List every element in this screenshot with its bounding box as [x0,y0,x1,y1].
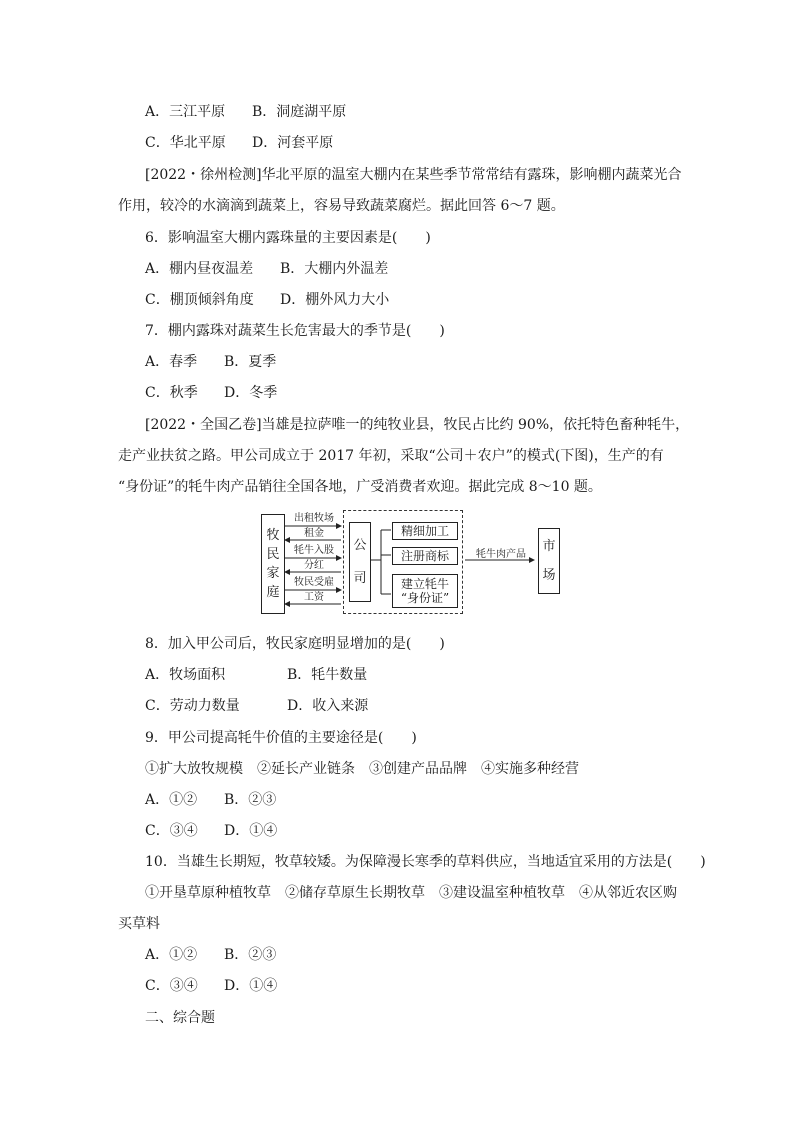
q5-option-c: C．华北平原 [145,135,226,151]
q10-option-c: C．③④ [145,978,198,994]
q8-option-c: C．劳动力数量 [145,698,240,714]
q8-option-a: A．牧场面积 [145,667,226,683]
q9-option-c: C．③④ [145,823,198,839]
q6-option-b: B．大棚内外温差 [280,261,389,277]
market-box [538,528,560,594]
company-box [349,522,371,602]
q9-option-b: B．②③ [224,792,277,808]
flow-label: 分红 [304,560,324,571]
question-6: 6．影响温室大棚内露珠量的主要因素是( ) [145,230,431,246]
q10-statements-line2: 买草料 [118,916,160,932]
q6-option-c: C．棚顶倾斜角度 [145,292,254,308]
q5-option-a: A．三江平原 [145,104,226,120]
q10-option-b: B．②③ [224,947,277,963]
intro-8-10-line2: 走产业扶贫之路。甲公司成立于 2017 年初，采取“公司＋农户”的模式(下图)，生产的有 [118,448,664,464]
question-8: 8．加入甲公司后，牧民家庭明显增加的是( ) [145,636,445,652]
question-9: 9．甲公司提高牦牛价值的主要途径是( ) [145,730,417,746]
q8-option-d: D．收入来源 [287,698,369,714]
fine-processing-box: 精细加工 [392,522,458,540]
q7-option-a: A．春季 [145,354,198,370]
yak-meat-product-label: 牦牛肉产品 [476,549,526,560]
market-char: 市 [542,539,556,554]
q10-statements-line1: ①开垦草原种植牧草 ②储存草原生长期牧草 ③建设温室种植牧草 ④从邻近农区购 [145,885,677,901]
q7-option-c: C．秋季 [145,385,198,401]
q9-statements: ①扩大放牧规模 ②延长产业链条 ③创建产品品牌 ④实施多种经营 [145,761,579,777]
company-farmer-model-diagram [261,508,566,616]
yak-id-line1: 建立牦牛 [400,577,449,591]
q5-option-b: B．洞庭湖平原 [252,104,347,120]
q10-option-a: A．①② [145,947,198,963]
intro-8-10-line3: “身份证”的牦牛肉产品销往全国各地，广受消费者欢迎。据此完成 8～10 题。 [118,479,602,495]
section-comprehensive-heading: 二、综合题 [145,1010,215,1026]
q9-option-d: D．①④ [224,823,278,839]
herder-family-char: 民 [266,547,280,562]
q5-option-d: D．河套平原 [252,135,334,151]
q10-option-d: D．①④ [224,978,278,994]
market-char: 场 [542,568,556,583]
intro-8-10-line1: [2022・全国乙卷]当雄是拉萨唯一的纯牧业县，牧民占比约 90%，依托特色畜种牦牛， [145,417,690,433]
intro-6-7-line2: 作用，较冷的水滴滴到蔬菜上，容易导致蔬菜腐烂。据此回答 6～7 题。 [118,198,565,214]
q6-option-a: A．棚内昼夜温差 [145,261,254,277]
q7-option-b: B．夏季 [224,354,277,370]
herder-family-char: 庭 [266,585,280,600]
q9-option-a: A．①② [145,792,198,808]
q7-option-d: D．冬季 [224,385,278,401]
yak-id-box [392,574,458,608]
intro-6-7-line1: [2022・徐州检测]华北平原的温室大棚内在某些季节常常结有露珠，影响棚内蔬菜光合 [145,167,682,183]
company-char: 公 [353,538,367,553]
company-char: 司 [353,571,367,586]
herder-family-box [261,514,285,614]
herder-family-char: 牧 [266,528,280,543]
q8-option-b: B．牦牛数量 [287,667,368,683]
yak-id-line2: “身份证” [400,591,450,605]
herder-family-char: 家 [266,566,280,581]
flow-label: 工资 [304,592,324,603]
question-10: 10．当雄生长期短，牧草较矮。为保障漫长寒季的草料供应，当地适宜采用的方法是( ) [145,854,706,870]
trademark-box: 注册商标 [392,547,458,565]
flow-label: 牦牛入股 [294,545,334,556]
q6-option-d: D．棚外风力大小 [280,292,390,308]
flow-label: 出租牧场 [294,513,334,524]
question-7: 7．棚内露珠对蔬菜生长危害最大的季节是( ) [145,323,445,339]
flow-label: 牧民受雇 [294,577,334,588]
flow-label: 租金 [304,528,324,539]
